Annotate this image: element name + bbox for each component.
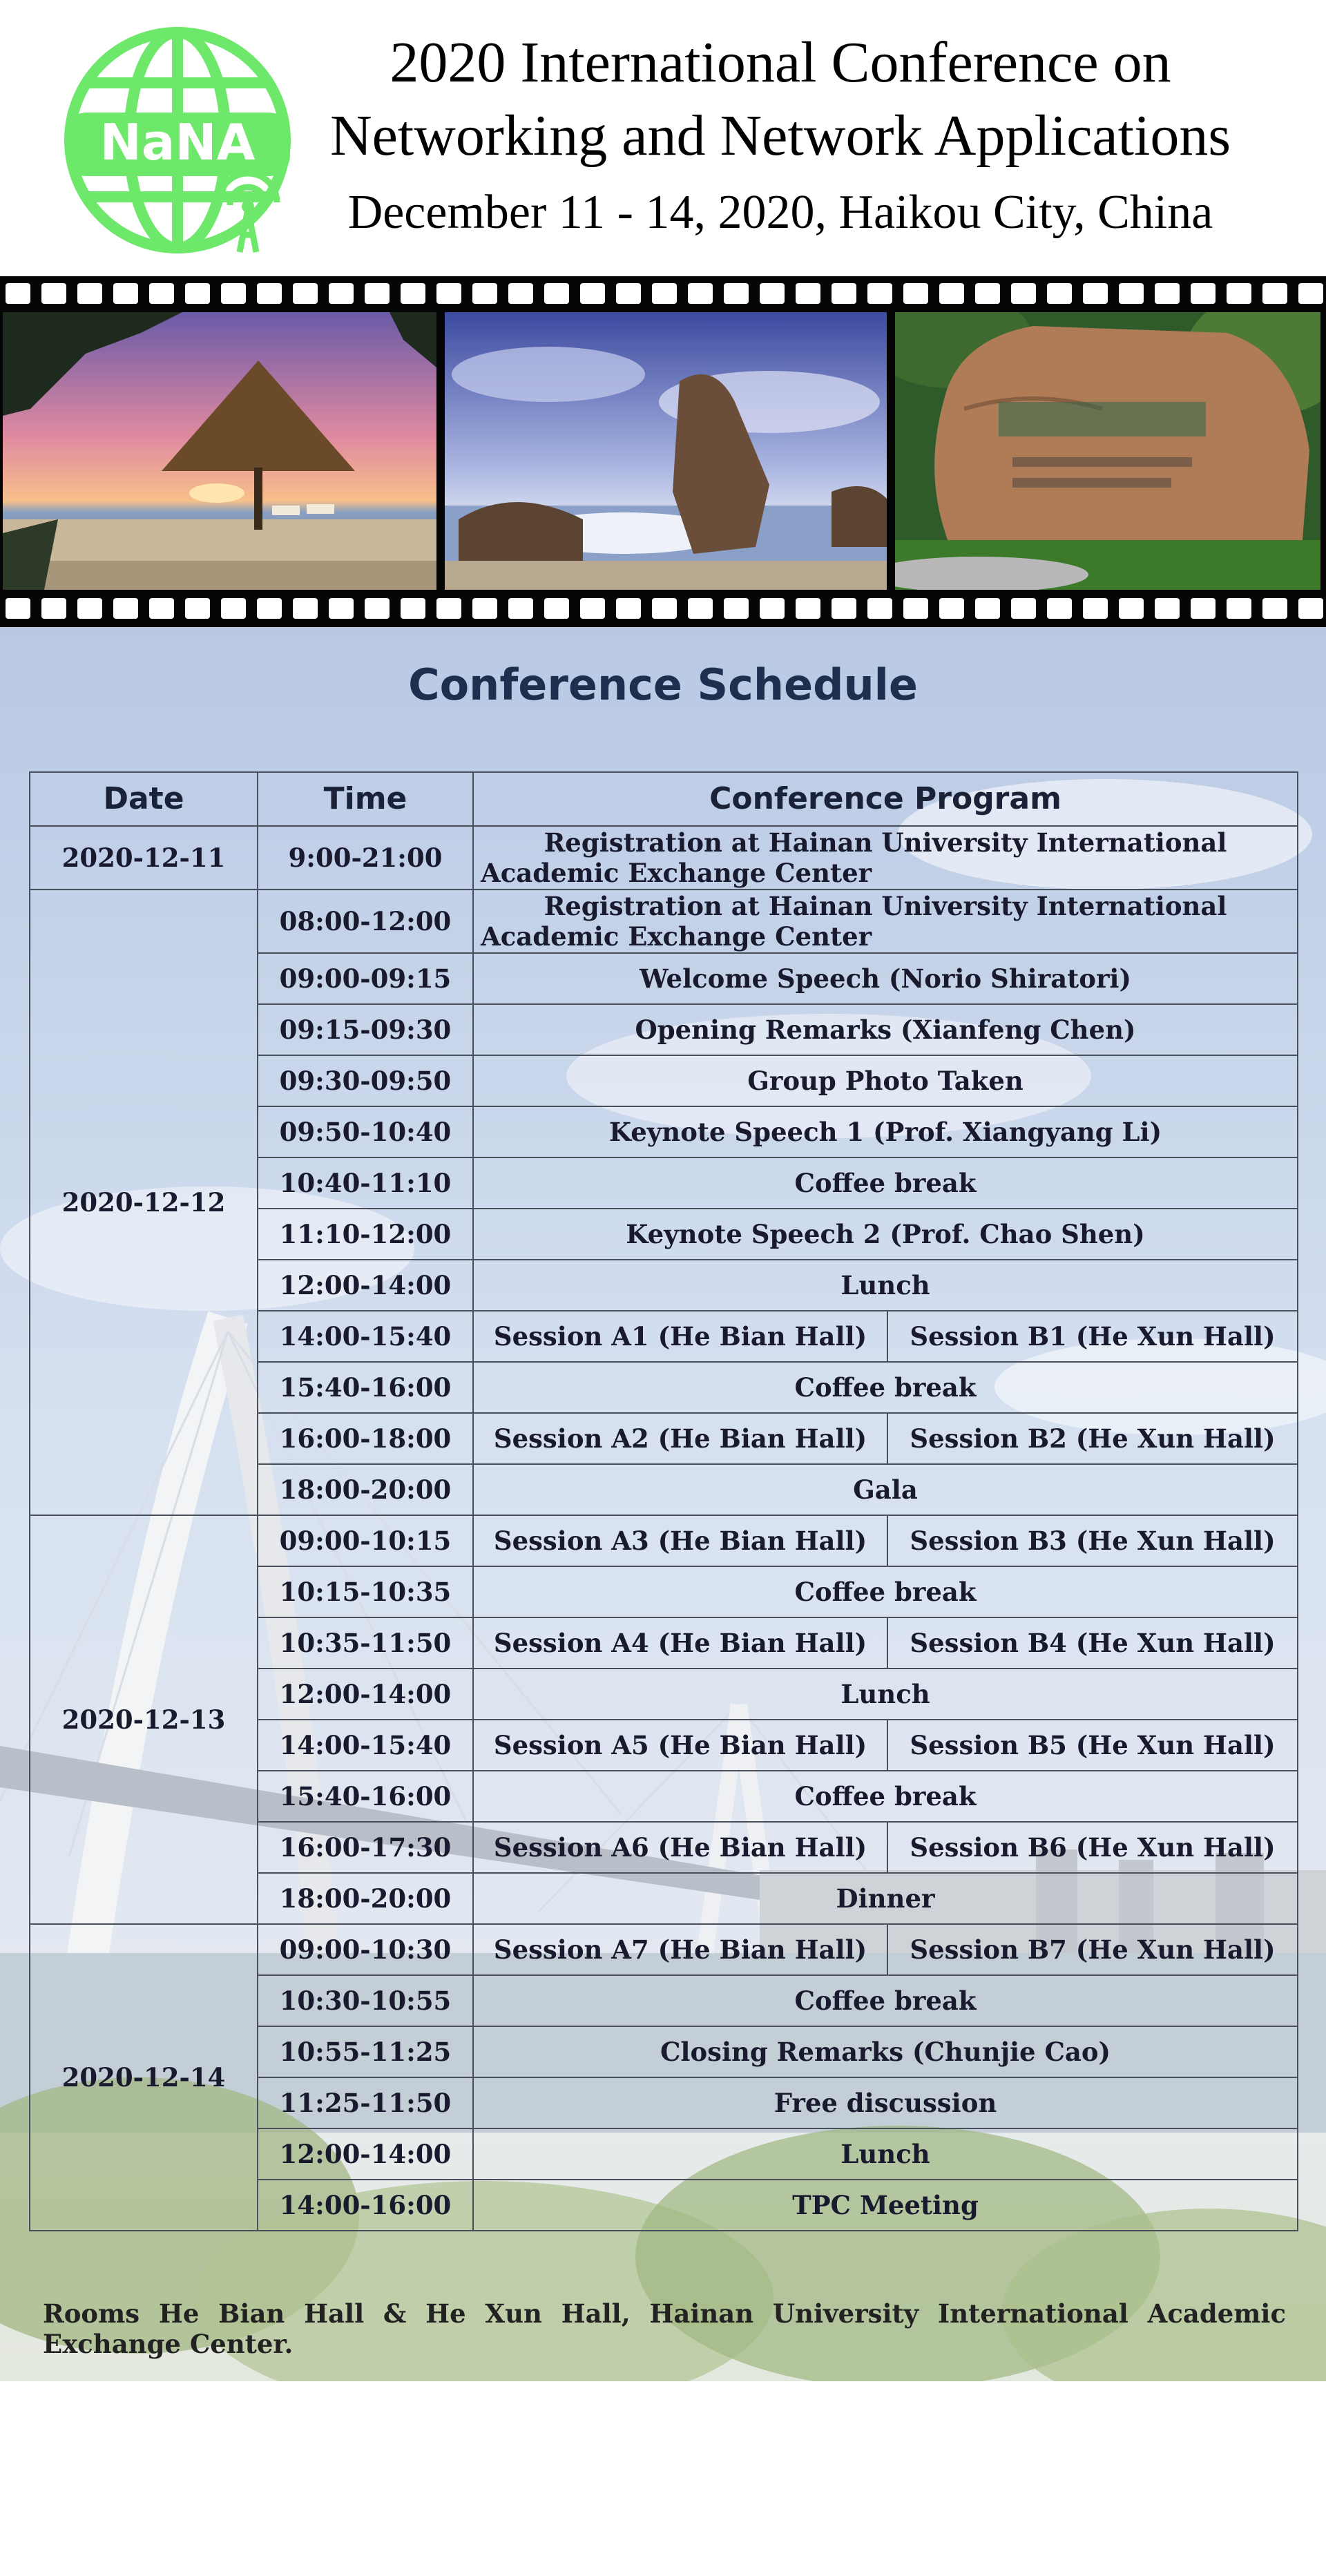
film-perforation [1155,598,1180,619]
column-header-program: Conference Program [473,772,1298,826]
film-perforation [436,283,461,304]
session-a-cell: Session A2 (He Bian Hall) [473,1413,887,1464]
film-perforation [113,598,138,619]
film-perforation [867,283,892,304]
film-perforation [185,598,210,619]
time-cell: 15:40-16:00 [258,1771,473,1822]
time-cell: 9:00-21:00 [258,826,473,890]
film-perforation [1011,598,1036,619]
time-cell: 09:50-10:40 [258,1106,473,1157]
table-row [30,826,1298,890]
time-cell: 11:25-11:50 [258,2077,473,2128]
film-perforation [149,598,174,619]
film-perforation [975,598,1000,619]
film-perforation [1262,598,1287,619]
program-cell: Coffee break [473,1362,1298,1413]
session-a-cell: Session A3 (He Bian Hall) [473,1515,887,1566]
film-perforation [113,283,138,304]
film-perforation [1155,283,1180,304]
program-cell: Opening Remarks (Xianfeng Chen) [473,1004,1298,1055]
film-perforation [257,598,282,619]
film-perforation [903,598,928,619]
film-perforation [939,283,964,304]
film-perforation [365,598,390,619]
photo-beach-sunset [3,312,436,590]
session-b-cell: Session B4 (He Xun Hall) [887,1617,1298,1669]
table-row [30,1515,1298,1566]
film-perforation [652,598,677,619]
film-perforation [1083,283,1108,304]
program-cell: Group Photo Taken [473,1055,1298,1106]
film-perforation [724,598,749,619]
program-cell: Free discussion [473,2077,1298,2128]
film-perforation [616,283,641,304]
session-b-cell: Session B3 (He Xun Hall) [887,1515,1298,1566]
film-perforation [1119,283,1144,304]
film-perforation [77,283,102,304]
program-cell: Lunch [473,2128,1298,2180]
time-cell: 12:00-14:00 [258,1669,473,1720]
time-cell: 10:40-11:10 [258,1157,473,1209]
date-cell: 2020-12-12 [30,890,258,1515]
program-cell: Keynote Speech 2 (Prof. Chao Shen) [473,1209,1298,1260]
time-cell: 18:00-20:00 [258,1873,473,1924]
program-cell: Coffee break [473,1566,1298,1617]
date-cell: 2020-12-13 [30,1515,258,1924]
film-perforation [580,598,605,619]
time-cell: 12:00-14:00 [258,2128,473,2180]
program-cell: Keynote Speech 1 (Prof. Xiangyang Li) [473,1106,1298,1157]
session-b-cell: Session B6 (He Xun Hall) [887,1822,1298,1873]
time-cell: 14:00-16:00 [258,2180,473,2231]
nana-logo [59,24,297,262]
film-perforation [1227,598,1251,619]
film-perforation [544,283,569,304]
film-perforation [867,598,892,619]
film-perforation [1227,283,1251,304]
film-perforation [1119,598,1144,619]
time-cell: 09:00-09:15 [258,953,473,1004]
time-cell: 16:00-17:30 [258,1822,473,1873]
film-perforation [221,283,246,304]
time-cell: 10:35-11:50 [258,1617,473,1669]
time-cell: 18:00-20:00 [258,1464,473,1515]
film-perforation [652,283,677,304]
column-header-date: Date [30,772,258,826]
film-perforation [221,598,246,619]
film-perforation [401,283,425,304]
film-perforation [472,283,497,304]
session-a-cell: Session A5 (He Bian Hall) [473,1720,887,1771]
time-cell: 09:00-10:30 [258,1924,473,1975]
program-cell: Coffee break [473,1157,1298,1209]
session-a-cell: Session A6 (He Bian Hall) [473,1822,887,1873]
logo-text: NaNA [99,113,256,171]
photo-rocks-sea [445,312,887,590]
film-perforation [508,283,533,304]
film-perforation [329,283,354,304]
program-cell: Lunch [473,1260,1298,1311]
time-cell: 12:00-14:00 [258,1260,473,1311]
film-perforation [1047,283,1072,304]
film-perforation [939,598,964,619]
program-cell: Registration at Hainan University International Academic Exchange Center [473,826,1298,890]
table-row [30,890,1298,953]
program-cell: Dinner [473,1873,1298,1924]
film-perforation [329,598,354,619]
program-cell: Lunch [473,1669,1298,1720]
session-b-cell: Session B1 (He Xun Hall) [887,1311,1298,1362]
film-perforation [257,283,282,304]
time-cell: 16:00-18:00 [258,1413,473,1464]
film-perforation [185,283,210,304]
time-cell: 14:00-15:40 [258,1720,473,1771]
table-header-row [30,772,1298,826]
session-a-cell: Session A1 (He Bian Hall) [473,1311,887,1362]
film-perforation [1191,598,1216,619]
film-perforation [832,283,856,304]
program-cell: Coffee break [473,1975,1298,2026]
time-cell: 10:55-11:25 [258,2026,473,2077]
film-perforation [6,598,30,619]
conference-title-line2: Networking and Network Applications [329,104,1231,168]
film-perforations-bottom [0,598,1326,622]
film-perforation [41,598,66,619]
film-perforation [796,283,820,304]
session-a-cell: Session A4 (He Bian Hall) [473,1617,887,1669]
schedule-table [29,771,1298,2231]
film-perforation [796,598,820,619]
film-perforation [832,598,856,619]
date-cell: 2020-12-14 [30,1924,258,2231]
time-cell: 09:00-10:15 [258,1515,473,1566]
photo-geopark-stone [895,312,1320,590]
time-cell: 09:15-09:30 [258,1004,473,1055]
photo-film-strip [0,276,1326,627]
film-perforation [903,283,928,304]
film-perforation [760,598,785,619]
film-perforation [1011,283,1036,304]
film-perforation [293,283,318,304]
program-cell: Coffee break [473,1771,1298,1822]
film-perforation [975,283,1000,304]
time-cell: 14:00-15:40 [258,1311,473,1362]
conference-date-location: December 11 - 14, 2020, Haikou City, China [347,186,1213,239]
film-perforation [401,598,425,619]
film-perforation [1083,598,1108,619]
time-cell: 11:10-12:00 [258,1209,473,1260]
time-cell: 08:00-12:00 [258,890,473,953]
time-cell: 15:40-16:00 [258,1362,473,1413]
session-b-cell: Session B2 (He Xun Hall) [887,1413,1298,1464]
film-perforation [149,283,174,304]
film-perforation [544,598,569,619]
film-perforation [616,598,641,619]
film-perforation [1191,283,1216,304]
venue-footnote: Rooms He Bian Hall & He Xun Hall, Hainan University International Academic Exchange Center. [43,2298,1286,2359]
film-perforation [580,283,605,304]
film-perforation [1298,598,1323,619]
film-perforation [41,283,66,304]
film-perforation [688,598,713,619]
program-cell: Registration at Hainan University International Academic Exchange Center [473,890,1298,953]
table-row [30,1924,1298,1975]
session-a-cell: Session A7 (He Bian Hall) [473,1924,887,1975]
program-cell: Welcome Speech (Norio Shiratori) [473,953,1298,1004]
film-perforation [688,283,713,304]
film-perforation [724,283,749,304]
header [0,0,1326,276]
film-perforation [436,598,461,619]
film-perforation [508,598,533,619]
date-cell: 2020-12-11 [30,826,258,890]
film-perforation [472,598,497,619]
film-perforation [77,598,102,619]
program-cell: Gala [473,1464,1298,1515]
film-perforation [1047,598,1072,619]
conference-title-line1: 2020 International Conference on [390,30,1171,95]
film-perforation [1262,283,1287,304]
film-perforation [6,283,30,304]
film-perforation [760,283,785,304]
program-cell: TPC Meeting [473,2180,1298,2231]
film-perforations-top [0,283,1326,307]
session-b-cell: Session B7 (He Xun Hall) [887,1924,1298,1975]
film-perforation [293,598,318,619]
program-cell: Closing Remarks (Chunjie Cao) [473,2026,1298,2077]
time-cell: 09:30-09:50 [258,1055,473,1106]
film-perforation [365,283,390,304]
time-cell: 10:30-10:55 [258,1975,473,2026]
session-b-cell: Session B5 (He Xun Hall) [887,1720,1298,1771]
column-header-time: Time [258,772,473,826]
time-cell: 10:15-10:35 [258,1566,473,1617]
film-perforation [1298,283,1323,304]
schedule-title: Conference Schedule [408,660,918,710]
